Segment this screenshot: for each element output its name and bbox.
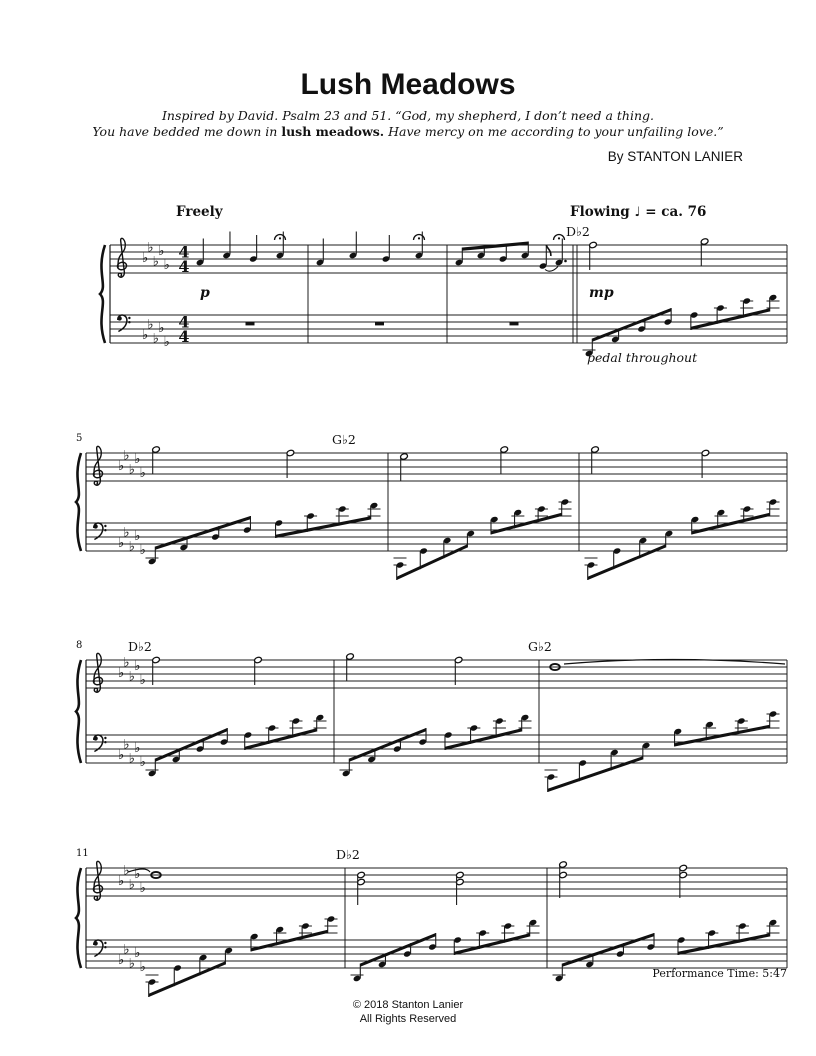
eighth-flag — [546, 245, 551, 256]
system-notation — [76, 432, 787, 580]
key-signature-flat: ♭ — [134, 867, 141, 883]
copyright-line: © 2018 Stanton Lanier — [352, 999, 464, 1011]
key-signature-flat: ♭ — [152, 254, 159, 270]
whole-rest — [510, 322, 519, 325]
key-signature-flat: ♭ — [123, 737, 130, 753]
grand-staff-system-4 — [70, 845, 816, 1010]
beam — [360, 933, 435, 967]
beam — [691, 308, 770, 330]
tempo-flowing-word: Flowing — [570, 204, 635, 220]
key-signature-flat: ♭ — [163, 258, 170, 274]
chord-symbol: G♭2 — [332, 432, 356, 447]
key-signature-flat: ♭ — [142, 328, 149, 344]
treble-clef-icon — [93, 446, 104, 485]
fermata-dot — [418, 237, 420, 239]
key-signature-flat: ♭ — [139, 466, 146, 482]
key-signature-flat: ♭ — [139, 755, 146, 771]
beam — [397, 544, 468, 580]
key-signature-flat: ♭ — [123, 942, 130, 958]
key-signature-flat: ♭ — [118, 874, 125, 890]
key-signature-flat: ♭ — [118, 536, 125, 552]
time-signature: 4 — [178, 242, 190, 262]
dynamic-marking: mp — [589, 285, 614, 301]
key-signature-flat: ♭ — [134, 659, 141, 675]
tempo-marking-flowing — [570, 204, 706, 220]
key-signature-flat: ♭ — [118, 953, 125, 969]
chord-symbol: G♭2 — [528, 639, 552, 654]
key-signature-flat: ♭ — [139, 960, 146, 976]
chord-symbol: D♭2 — [566, 225, 590, 239]
tempo-metronome-value: = ca. 76 — [640, 204, 707, 220]
dynamic-marking: p — [200, 285, 210, 301]
key-signature-flat: ♭ — [128, 956, 135, 972]
key-signature-flat: ♭ — [134, 452, 141, 468]
brace — [100, 245, 105, 343]
augmentation-dot — [564, 260, 567, 263]
system-notation — [100, 225, 787, 365]
measure-number: 5 — [76, 433, 83, 444]
fermata-dot — [558, 237, 560, 239]
key-signature-flat: ♭ — [123, 655, 130, 671]
beam — [251, 930, 328, 952]
beam — [562, 933, 654, 967]
quarter-note-icon: ♩ — [634, 205, 641, 220]
time-signature: 4 — [178, 327, 190, 346]
treble-clef-icon — [93, 861, 104, 900]
beam — [349, 728, 426, 762]
key-signature-flat: ♭ — [128, 669, 135, 685]
key-signature-flat: ♭ — [118, 748, 125, 764]
beam — [245, 728, 317, 750]
key-signature-flat: ♭ — [134, 529, 141, 545]
piece-title: Lush Meadows — [300, 68, 516, 101]
beam — [675, 725, 770, 747]
key-signature-flat: ♭ — [139, 673, 146, 689]
key-signature-flat: ♭ — [128, 877, 135, 893]
key-signature-flat: ♭ — [163, 335, 170, 351]
composer-credit: By STANTON LANIER — [607, 149, 743, 164]
key-signature-flat: ♭ — [152, 331, 159, 347]
beam — [692, 513, 770, 535]
grand-staff-system-2 — [70, 430, 816, 590]
beam — [592, 308, 671, 342]
key-signature-flat: ♭ — [147, 240, 154, 256]
beam — [155, 728, 227, 762]
beam — [548, 756, 643, 792]
key-signature-flat: ♭ — [128, 751, 135, 767]
subtitle-line-2-pre: You have bedded me down in — [92, 124, 282, 139]
brace — [76, 453, 81, 551]
subtitle-line-2 — [0, 124, 816, 139]
key-signature-flat: ♭ — [128, 462, 135, 478]
grand-staff-system-1 — [70, 225, 816, 400]
key-signature-flat: ♭ — [123, 525, 130, 541]
treble-clef-icon — [117, 238, 128, 277]
key-signature-flat: ♭ — [134, 741, 141, 757]
tempo-marking-freely: Freely — [176, 204, 223, 220]
beam — [454, 933, 529, 955]
key-signature-flat: ♭ — [123, 448, 130, 464]
time-signature: 4 — [178, 312, 190, 332]
key-signature-flat: ♭ — [158, 321, 165, 337]
whole-rest — [375, 322, 384, 325]
grand-staff-system-3 — [70, 638, 816, 803]
subtitle-line-2-bold: lush meadows. — [281, 124, 385, 139]
key-signature-flat: ♭ — [128, 539, 135, 555]
system-notation — [76, 639, 787, 792]
brace — [76, 660, 81, 763]
treble-clef-icon — [93, 653, 104, 692]
key-signature-flat: ♭ — [158, 244, 165, 260]
rights-line: All Rights Reserved — [359, 1013, 457, 1025]
performance-time: Performance Time: 5:47 — [652, 967, 787, 980]
beam — [678, 933, 770, 955]
key-signature-flat: ♭ — [139, 543, 146, 559]
key-signature-flat: ♭ — [123, 863, 130, 879]
measure-number: 11 — [76, 848, 89, 859]
time-signature: 4 — [178, 257, 190, 276]
tie — [545, 267, 558, 272]
beam — [149, 961, 226, 997]
measure-number: 8 — [76, 640, 83, 651]
chord-symbol: D♭2 — [336, 847, 360, 862]
beam — [445, 728, 522, 750]
beam — [276, 516, 371, 538]
chord-symbol: D♭2 — [128, 639, 152, 654]
key-signature-flat: ♭ — [147, 317, 154, 333]
subtitle-line-1: Inspired by David. Psalm 23 and 51. “God, my shepherd, I don’t need a thing. — [161, 108, 655, 123]
pedal-marking: pedal throughout — [587, 350, 698, 365]
key-signature-flat: ♭ — [142, 251, 149, 267]
whole-rest — [246, 322, 255, 325]
key-signature-flat: ♭ — [139, 881, 146, 897]
beam — [588, 544, 666, 580]
subtitle-line-2-post: Have mercy on me according to your unfailing love.” — [384, 124, 724, 139]
beam — [155, 516, 250, 550]
key-signature-flat: ♭ — [118, 666, 125, 682]
beam — [462, 242, 528, 251]
key-signature-flat: ♭ — [134, 946, 141, 962]
fermata-dot — [279, 237, 281, 239]
beam — [491, 513, 562, 535]
brace — [76, 868, 81, 968]
key-signature-flat: ♭ — [118, 459, 125, 475]
